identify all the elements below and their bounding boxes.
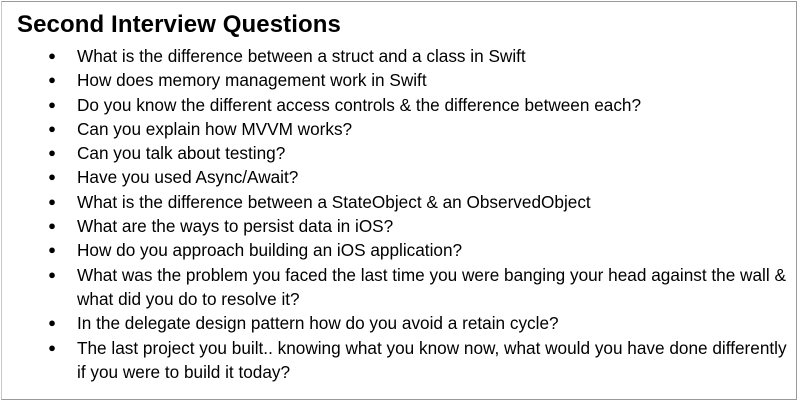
question-text: What is the difference between a StateObject & an ObservedObject	[77, 191, 591, 212]
list-item	[2, 44, 795, 68]
bullet-icon: ●	[48, 169, 56, 185]
question-list	[2, 44, 795, 384]
question-text: How do you approach building an iOS application?	[77, 240, 463, 261]
bullet-icon: ●	[48, 120, 56, 136]
bullet-icon: ●	[48, 315, 56, 331]
list-item	[2, 190, 795, 214]
question-text: Have you used Async/Await?	[77, 167, 299, 188]
list-item	[2, 263, 795, 312]
list-item	[2, 311, 795, 335]
question-text: What is the difference between a struct and a class in Swift	[77, 46, 526, 66]
list-item	[2, 165, 795, 189]
bullet-icon: ●	[48, 242, 56, 258]
bullet-icon: ●	[48, 218, 56, 234]
bullet-icon: ●	[48, 145, 56, 161]
bullet-icon: ●	[48, 72, 56, 88]
list-item	[2, 141, 795, 165]
question-text: Can you explain how MVVM works?	[77, 118, 353, 139]
bullet-icon: ●	[48, 266, 56, 282]
bullet-icon: ●	[48, 193, 56, 209]
bullet-icon: ●	[48, 96, 56, 112]
question-text: Can you talk about testing?	[77, 143, 286, 164]
list-item	[2, 68, 795, 92]
document-title: Second Interview Questions	[17, 11, 342, 38]
question-text: In the delegate design pattern how do you avoid a retain cycle?	[77, 313, 559, 334]
question-text: What are the ways to persist data in iOS?	[77, 216, 394, 237]
bullet-icon: ●	[48, 48, 56, 63]
question-text: How does memory management work in Swift	[77, 70, 427, 91]
question-text: Do you know the different access controls & the difference between each?	[77, 94, 642, 115]
list-item	[2, 336, 795, 385]
list-item	[2, 93, 795, 117]
document-page	[1, 1, 797, 400]
list-item	[2, 117, 795, 141]
list-item	[2, 238, 795, 262]
question-text: The last project you built.. knowing what you know now, what would you have done differently if you were to build it today?	[77, 337, 787, 382]
list-item	[2, 214, 795, 238]
bullet-icon: ●	[48, 339, 56, 355]
question-text: What was the problem you faced the last time you were banging your head against the wall & what did you do to resolve it?	[77, 264, 786, 309]
